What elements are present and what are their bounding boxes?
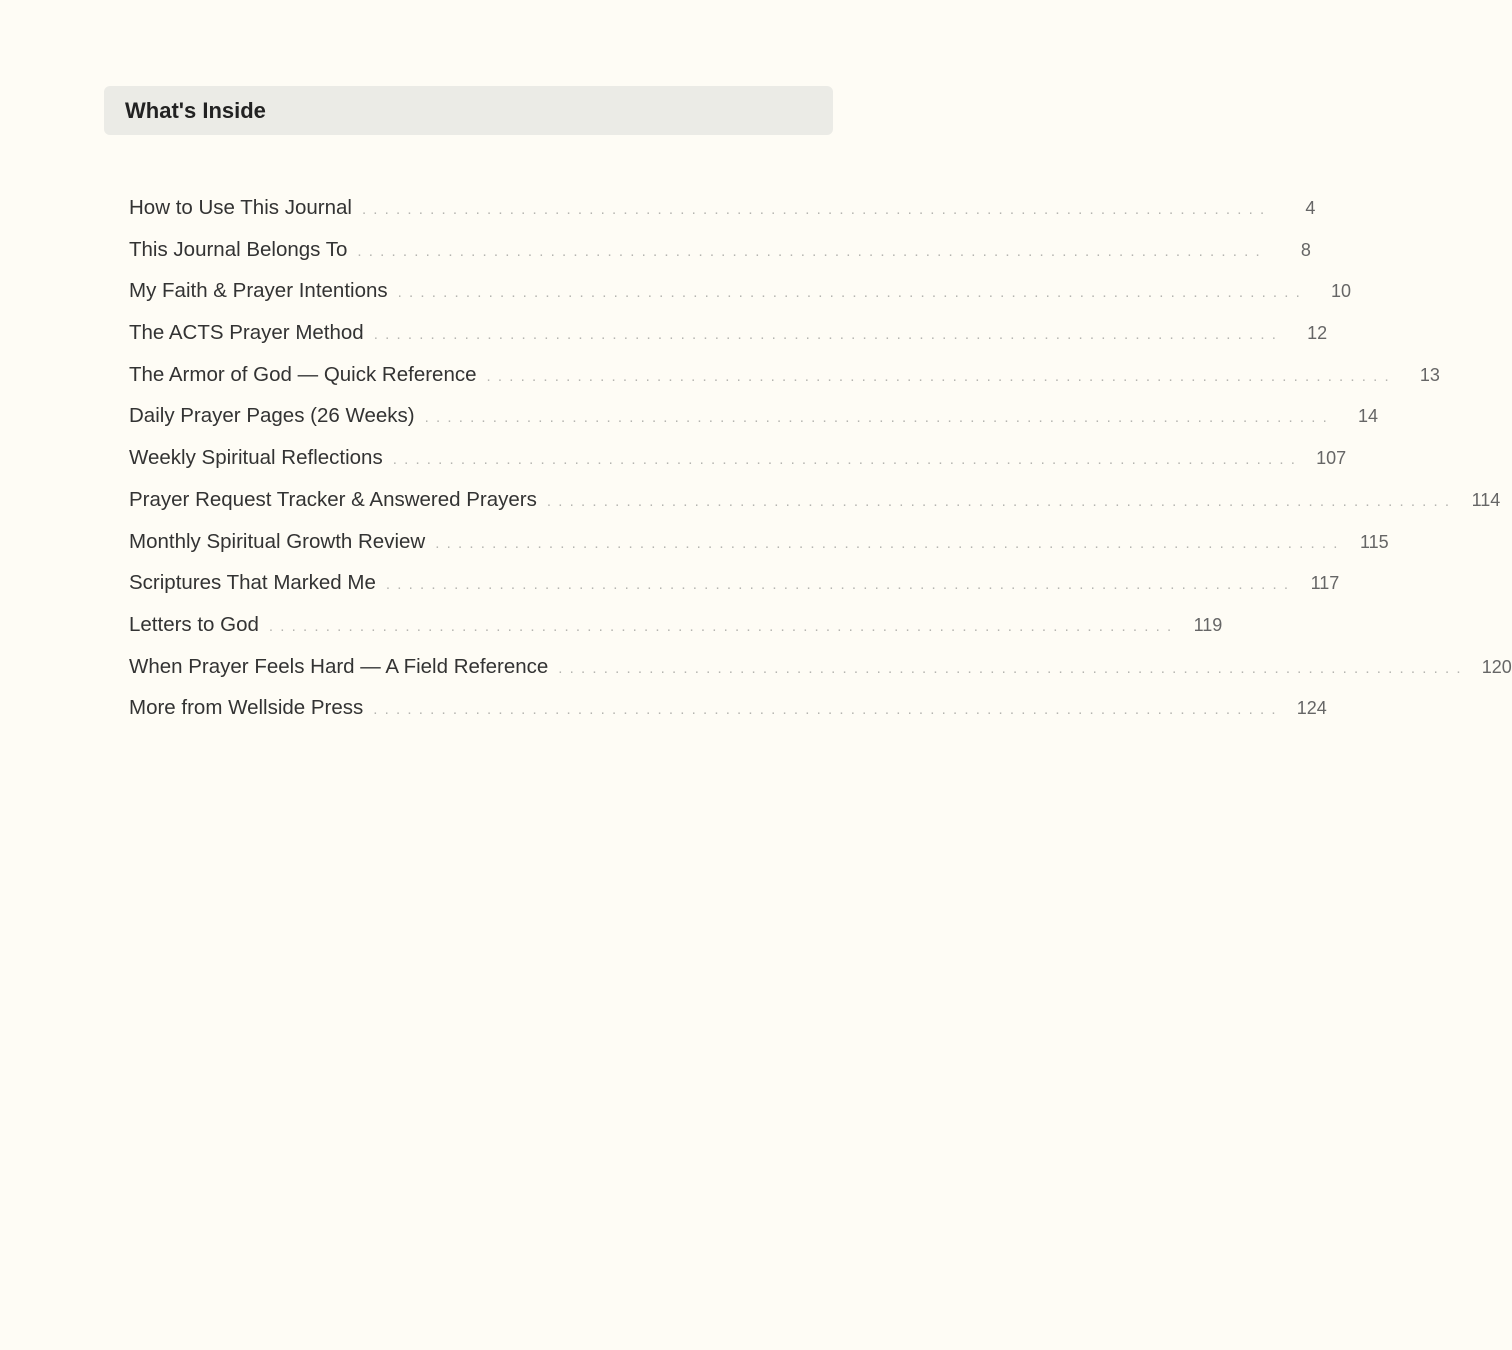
dot-leader: ................................................................................ xyxy=(486,367,1396,385)
toc-entry-label: How to Use This Journal xyxy=(129,196,352,219)
toc-entry[interactable] xyxy=(129,604,1223,646)
toc-entry-label: Letters to God xyxy=(129,612,259,636)
dot-leader: ................................................................................ xyxy=(373,701,1283,719)
toc-entry-page: 10 xyxy=(1331,281,1352,302)
toc-entry[interactable] xyxy=(129,521,1389,563)
dot-leader: ................................................................................ xyxy=(558,659,1468,677)
toc-header xyxy=(104,86,833,135)
dot-leader: ................................................................................ xyxy=(268,617,1179,635)
toc-entry-page: 13 xyxy=(1419,364,1440,385)
toc-entry-page: 14 xyxy=(1357,406,1378,427)
toc-title: What's Inside xyxy=(125,97,266,123)
toc-entry[interactable] xyxy=(129,229,1311,271)
dot-leader: ................................................................................ xyxy=(385,576,1296,594)
toc-entry-label: More from Wellside Press xyxy=(129,696,364,720)
dot-leader: ................................................................................ xyxy=(357,242,1267,260)
toc-entry[interactable] xyxy=(129,437,1347,479)
toc-entry-page: 120 xyxy=(1481,656,1512,677)
dot-leader: ................................................................................ xyxy=(435,534,1345,552)
toc-entry[interactable] xyxy=(129,187,1316,229)
dot-leader: ................................................................................ xyxy=(546,492,1457,510)
toc-entry[interactable] xyxy=(129,479,1501,521)
toc-entry-page: 12 xyxy=(1307,323,1328,344)
toc-entry-label: Prayer Request Tracker & Answered Prayers xyxy=(129,487,537,511)
toc-entry[interactable] xyxy=(129,395,1378,437)
dot-leader: ................................................................................ xyxy=(392,451,1303,469)
toc-entry[interactable] xyxy=(129,646,1512,688)
toc-entry[interactable] xyxy=(129,562,1340,604)
toc-entry-page: 115 xyxy=(1359,531,1389,552)
toc-entry[interactable] xyxy=(129,270,1352,312)
toc-entry[interactable] xyxy=(129,687,1327,729)
toc-entry-page: 119 xyxy=(1193,614,1223,635)
toc-entry-page: 117 xyxy=(1310,573,1340,594)
dot-leader: ................................................................................ xyxy=(424,409,1334,427)
toc-entry-page: 4 xyxy=(1305,198,1316,218)
toc-entry-page: 107 xyxy=(1316,448,1347,469)
toc-entry-label: Weekly Spiritual Reflections xyxy=(129,446,383,470)
toc-entry[interactable] xyxy=(129,312,1328,354)
toc-entry-page: 124 xyxy=(1296,698,1327,719)
toc-entry-label: Daily Prayer Pages (26 Weeks) xyxy=(129,404,415,428)
dot-leader: ................................................................................ xyxy=(397,284,1308,302)
toc-entry-label: This Journal Belongs To xyxy=(129,237,348,261)
toc-entry-label: The Armor of God — Quick Reference xyxy=(129,362,477,386)
toc-entry-label: The ACTS Prayer Method xyxy=(129,321,364,345)
toc-entry-page: 8 xyxy=(1300,239,1311,260)
toc-entry-page: 114 xyxy=(1471,489,1501,510)
dot-leader: ................................................................................ xyxy=(361,201,1272,218)
toc-entry-label: When Prayer Feels Hard — A Field Reference xyxy=(129,654,549,678)
dot-leader: ................................................................................ xyxy=(373,326,1284,344)
toc-entry-label: Monthly Spiritual Growth Review xyxy=(129,529,426,553)
toc-entry-label: My Faith & Prayer Intentions xyxy=(129,279,388,303)
toc-list xyxy=(129,187,1512,729)
toc-entry[interactable] xyxy=(129,354,1440,396)
toc-entry-label: Scriptures That Marked Me xyxy=(129,571,376,595)
